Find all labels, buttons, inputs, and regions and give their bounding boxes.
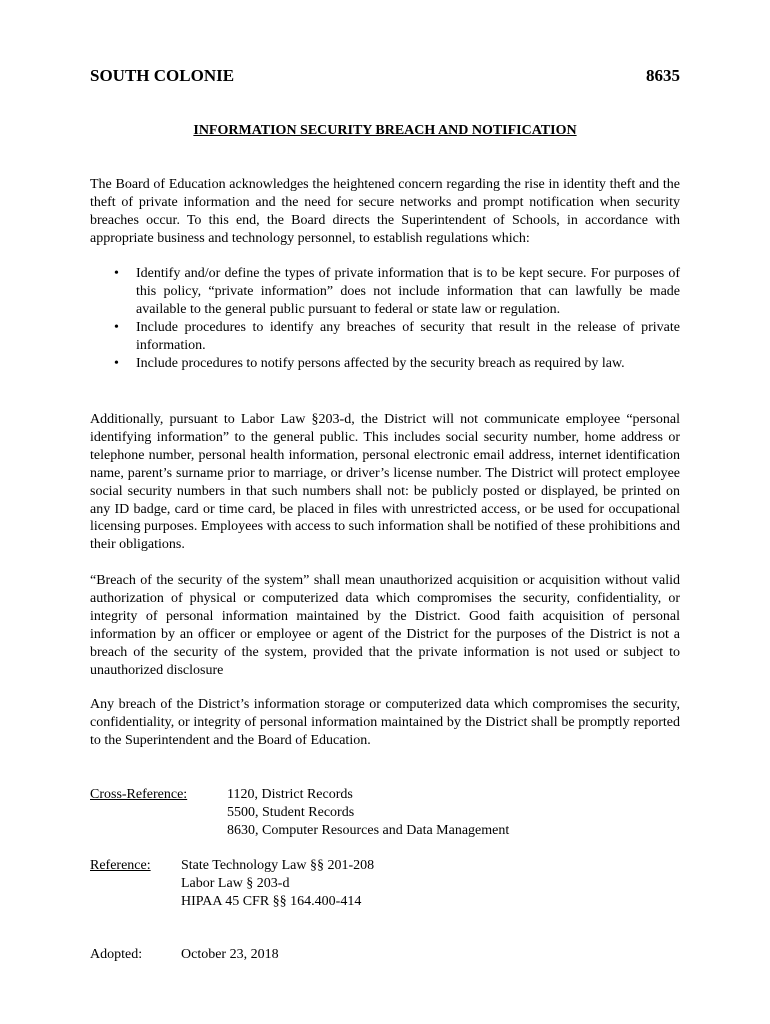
reference-label: Reference: <box>90 858 151 873</box>
bullet-icon: • <box>114 356 119 371</box>
intro-paragraph: The Board of Education acknowledges the heightened concern regarding the rise in identity theft and the theft of private information and the need for secure networks and prompt notification when security breaches occur. To this end, the Board directs the Superintendent of Schools, in accordance with appropriate business and technology personnel, to establish regulations which: <box>90 177 680 246</box>
policy-number: 8635 <box>646 66 680 85</box>
cross-reference-item: 1120, District Records <box>227 787 353 802</box>
labor-law-paragraph: Additionally, pursuant to Labor Law §203-d, the District will not communicate employee “personal identifying information” to the general public. This includes social security number, home address or telephone number, personal health information, personal electronic email address, internet identification name, parent’s surname prior to marriage, or driver’s license number. The District will protect employee social security numbers in that such numbers shall not: be publicly posted or displayed, be printed on any ID badge, card or time card, be placed in files with unrestricted access, or be used for occupational licensing purposes. Employees with access to such information shall be notified of these prohibitions and their obligations. <box>90 412 680 553</box>
list-item <box>90 355 680 373</box>
reference-item: Labor Law § 203-d <box>181 876 290 891</box>
adopted-label: Adopted: <box>90 947 143 962</box>
breach-definition-paragraph: “Breach of the security of the system” shall mean unauthorized acquisition or acquisition without valid authorization of physical or computerized data which compromises the security, confidentiality, or integrity of personal information maintained by the District. Good faith acquisition of personal information by an officer or employee or agent of the District for the purposes of the District is not a breach of the security of the system, provided that the private information is not used or subject to unauthorized disclosure <box>90 573 680 678</box>
cross-reference-item: 8630, Computer Resources and Data Management <box>227 823 510 838</box>
list-item-text: Include procedures to identify any breaches of security that result in the release of private information. <box>136 320 680 353</box>
cross-reference-list <box>227 786 509 840</box>
reporting-paragraph: Any breach of the District’s information storage or computerized data which compromises the security, confidentiality, or integrity of personal information maintained by the District shall be promptly reported to the Superintendent and the Board of Education. <box>90 697 680 748</box>
adopted-date: October 23, 2018 <box>181 947 279 962</box>
reference-item: HIPAA 45 CFR §§ 164.400-414 <box>181 894 362 909</box>
regulation-list <box>90 265 680 373</box>
policy-title: INFORMATION SECURITY BREACH AND NOTIFICATION <box>193 123 577 138</box>
cross-reference-label: Cross-Reference: <box>90 787 188 802</box>
list-item-text: Identify and/or define the types of private information that is to be kept secure. For purposes of this policy, “private information” does not include information that can lawfully be made available to the general public pursuant to federal or state law or regulation. <box>136 266 680 317</box>
cross-reference-item: 5500, Student Records <box>227 805 355 820</box>
reference-list <box>181 857 374 911</box>
list-item <box>90 319 680 355</box>
bullet-icon: • <box>114 320 119 335</box>
bullet-icon: • <box>114 266 119 281</box>
reference-item: State Technology Law §§ 201-208 <box>181 858 375 873</box>
list-item-text: Include procedures to notify persons affected by the security breach as required by law. <box>136 356 625 371</box>
list-item <box>90 265 680 319</box>
district-name: SOUTH COLONIE <box>90 66 235 85</box>
